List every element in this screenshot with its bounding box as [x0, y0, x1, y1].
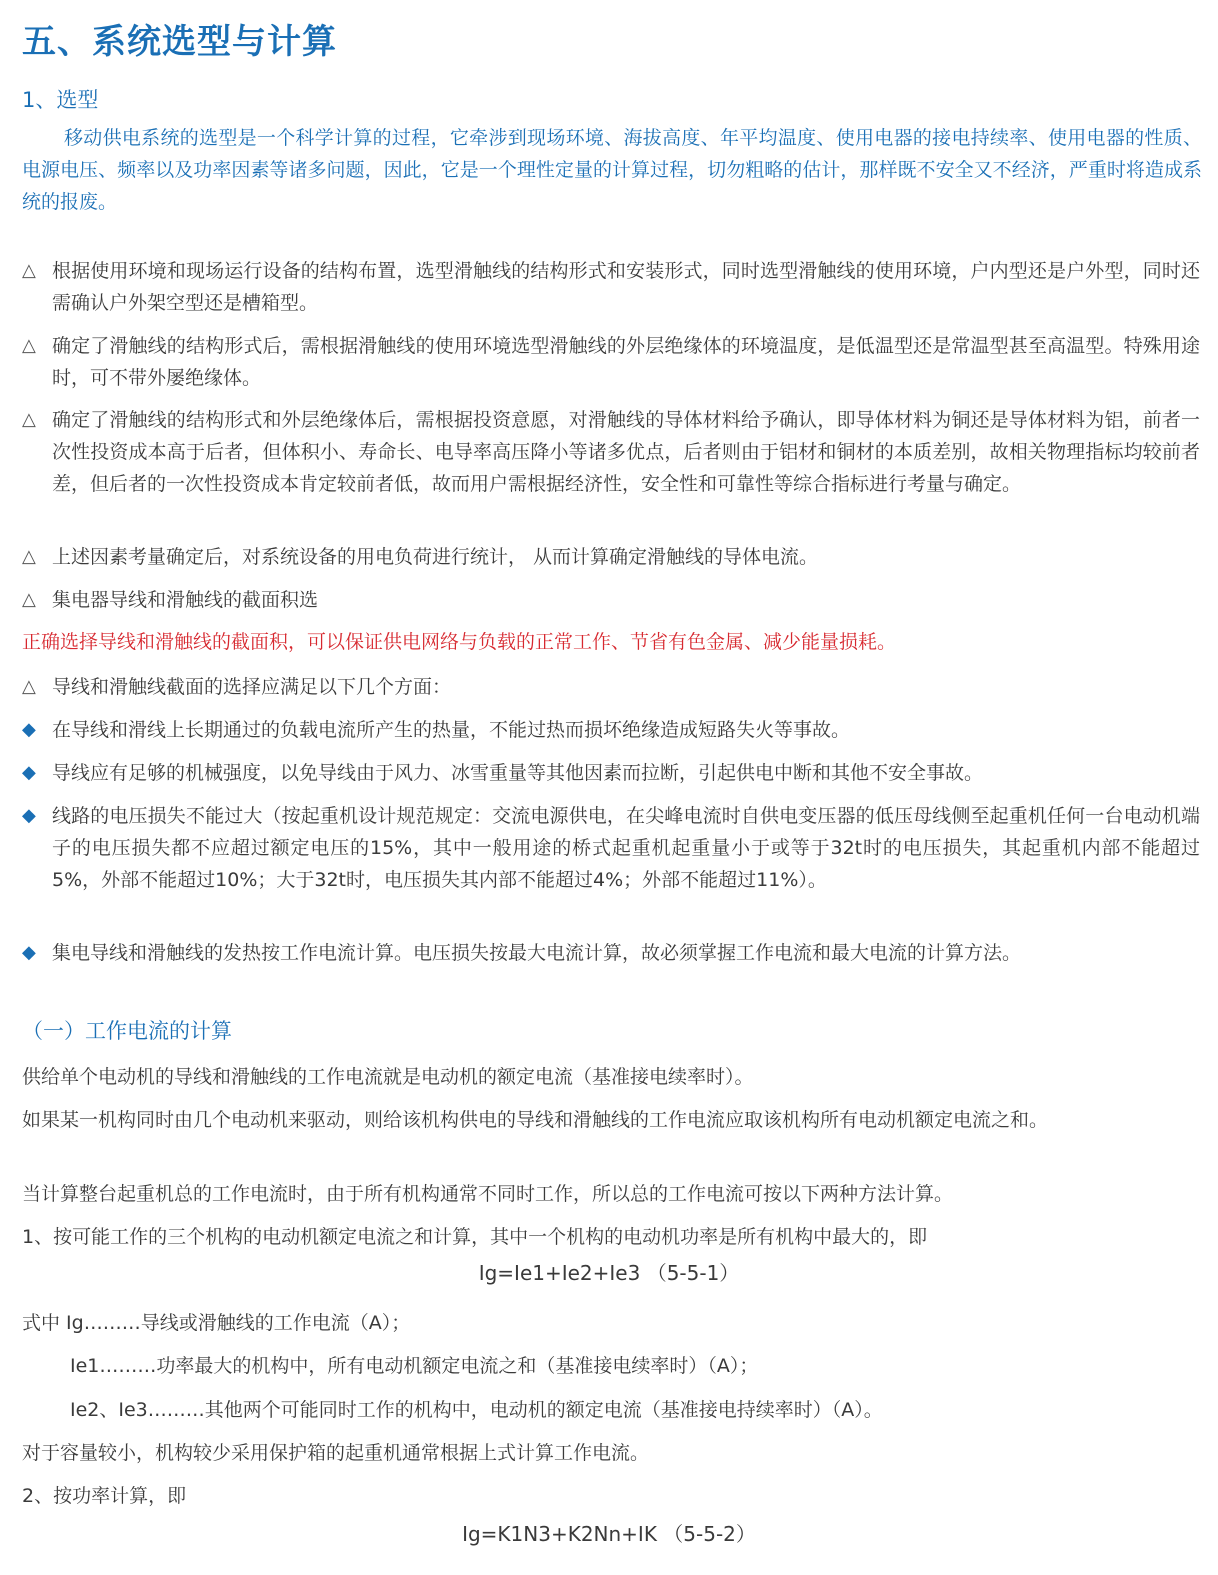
triangle-icon: △ [22, 260, 36, 281]
diamond-text: 导线应有足够的机械强度，以免导线由于风力、冰雪重量等其他因素而拉断，引起供电中断和其他不安全事故。 [52, 762, 984, 784]
diamond-item [22, 714, 1200, 746]
page-title: 五、系统选型与计算 [22, 22, 337, 62]
where-line: Ie2、Ie3………其他两个可能同时工作的机构中，电动机的额定电流（基准接电持续率时）（A）。 [70, 1399, 883, 1421]
bullet-item [22, 671, 1200, 703]
section-heading-working-current: （一）工作电流的计算 [22, 1019, 232, 1043]
bullet-item [22, 404, 1200, 500]
bullet-text: 确定了滑触线的结构形式后，需根据滑触线的使用环境选型滑触线的外层绝缘体的环境温度，是低温型还是常温型甚至高温型。特殊用途时，可不带外屡绝缘体。 [52, 335, 1200, 389]
triangle-icon: △ [22, 676, 36, 697]
diamond-item [22, 757, 1200, 789]
diamond-icon: ◆ [22, 719, 36, 740]
diamond-text: 集电导线和滑触线的发热按工作电流计算。电压损失按最大电流计算，故必须掌握工作电流和最大电流的计算方法。 [52, 942, 1022, 964]
diamond-icon: ◆ [22, 805, 36, 826]
diamond-icon: ◆ [22, 942, 36, 963]
bullet-item [22, 330, 1200, 394]
triangle-icon: △ [22, 589, 36, 610]
triangle-icon: △ [22, 409, 36, 430]
paragraph: 当计算整台起重机总的工作电流时，由于所有机构通常不同时工作，所以总的工作电流可按以下两种方法计算。 [22, 1183, 954, 1205]
intro-paragraph: 移动供电系统的选型是一个科学计算的过程，它牵涉到现场环境、海拔高度、年平均温度、使用电器的接电持续率、使用电器的性质、电源电压、频率以及功率因素等诸多问题，因此，它是一个理性定量的计算过程，切勿粗略的估计，那样既不安全又不经济，严重时将造成系统的报废。 [22, 127, 1202, 213]
highlight-note: 正确选择导线和滑触线的截面积，可以保证供电网络与负载的正常工作、节省有色金属、减少能量损耗。 [22, 631, 897, 653]
where-line: Ie1………功率最大的机构中，所有电动机额定电流之和（基准接电续率时）（A）； [70, 1355, 759, 1377]
method-1: 1、按可能工作的三个机构的电动机额定电流之和计算，其中一个机构的电动机功率是所有机构中最大的，即 [22, 1226, 928, 1248]
formula-5-5-2: Ig=K1N3+K2Nn+IK （5-5-2） [462, 1522, 756, 1546]
diamond-icon: ◆ [22, 762, 36, 783]
bullet-item [22, 584, 1200, 616]
bullet-text: 确定了滑触线的结构形式和外层绝缘体后，需根据投资意愿，对滑触线的导体材料给予确认，即导体材料为铜还是导体材料为铝，前者一次性投资成本高于后者，但体积小、寿命长、电导率高压降小等诸多优点，后者则由于铝材和铜材的本质差别，故相关物理指标均较前者差，但后者的一次性投资成本肯定较前者低，故而用户需根据经济性，安全性和可靠性等综合指标进行考量与确定。 [52, 409, 1200, 495]
paragraph: 供给单个电动机的导线和滑触线的工作电流就是电动机的额定电流（基准接电续率时）。 [22, 1066, 754, 1088]
triangle-icon: △ [22, 546, 36, 567]
diamond-item [22, 800, 1200, 896]
section-heading-selection: 1、选型 [22, 88, 99, 112]
bullet-text: 上述因素考量确定后，对系统设备的用电负荷进行统计， 从而计算确定滑触线的导体电流。 [52, 546, 819, 568]
bullet-text: 集电器导线和滑触线的截面积选 [52, 589, 319, 611]
method-2: 2、按功率计算，即 [22, 1485, 187, 1507]
diamond-item [22, 937, 1200, 969]
paragraph: 如果某一机构同时由几个电动机来驱动，则给该机构供电的导线和滑触线的工作电流应取该机构所有电动机额定电流之和。 [22, 1109, 1049, 1131]
triangle-icon: △ [22, 335, 36, 356]
where-line: 式中 Ig………导线或滑触线的工作电流（A）； [22, 1312, 411, 1334]
bullet-item [22, 541, 1200, 573]
bullet-text: 根据使用环境和现场运行设备的结构布置，选型滑触线的结构形式和安装形式，同时选型滑触线的使用环境，户内型还是户外型，同时还需确认户外架空型还是槽箱型。 [52, 260, 1200, 314]
paragraph: 对于容量较小，机构较少采用保护箱的起重机通常根据上式计算工作电流。 [22, 1442, 650, 1464]
formula-5-5-1: Ig=Ie1+Ie2+Ie3 （5-5-1） [478, 1261, 740, 1285]
bullet-text: 导线和滑触线截面的选择应满足以下几个方面： [52, 676, 452, 698]
diamond-text: 线路的电压损失不能过大（按起重机设计规范规定：交流电源供电，在尖峰电流时自供电变压器的低压母线侧至起重机任何一台电动机端子的电压损失都不应超过额定电压的15%，其中一般用途的桥式起重机起重量小于或等于32t时的电压损失，其起重机内部不能超过5%，外部不能超过10%；大于32t时，电压损失其内部不能超过4%；外部不能超过11%）。 [52, 805, 1200, 891]
bullet-item [22, 255, 1200, 319]
diamond-text: 在导线和滑线上长期通过的负载电流所产生的热量，不能过热而损坏绝缘造成短路失火等事故。 [52, 719, 851, 741]
